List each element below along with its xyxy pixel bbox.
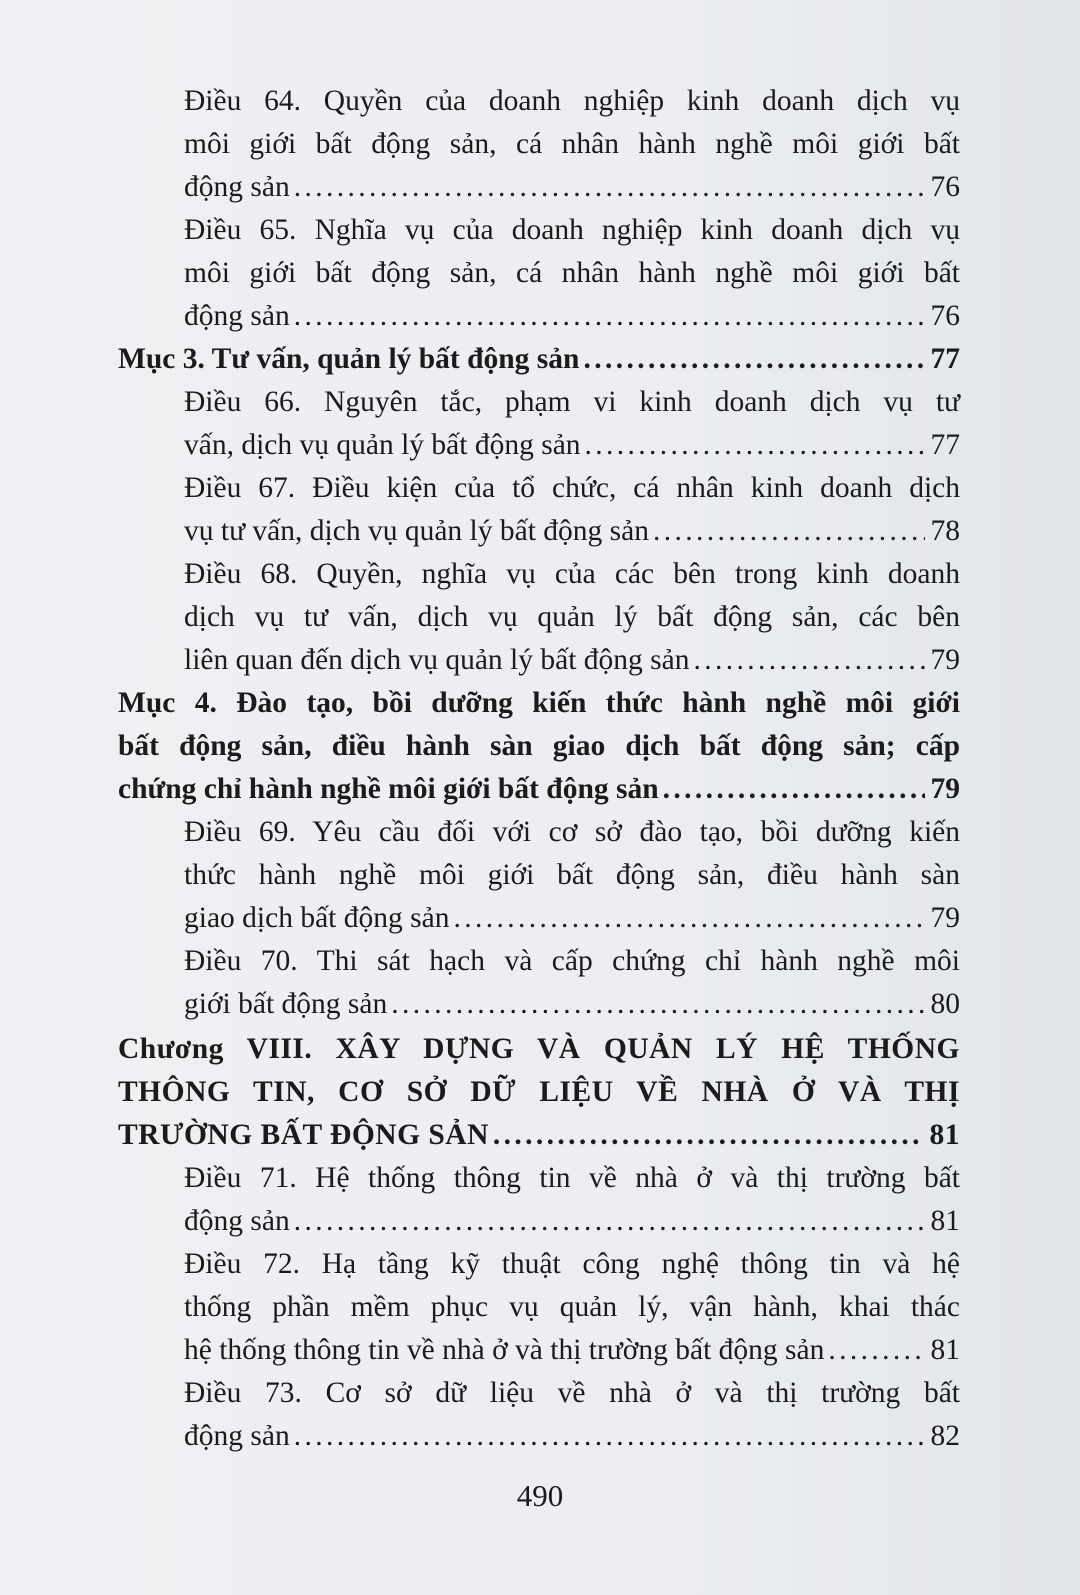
- dot-leader: [294, 295, 925, 338]
- toc-entry-line: [184, 295, 960, 338]
- toc-entry-chapter: [118, 1028, 960, 1157]
- toc-page-number: 80: [930, 988, 960, 1020]
- toc-entry-line: Điều 71. Hệ thống thông tin về nhà ở và thị trường bất: [184, 1162, 960, 1194]
- dot-leader: [653, 510, 925, 553]
- toc-entry-line: Điều 70. Thi sát hạch và cấp chứng chỉ hành nghề môi: [184, 945, 960, 977]
- toc-entry-line: [118, 768, 960, 811]
- toc-page-number: 77: [930, 343, 960, 375]
- toc-entry-line: Điều 65. Nghĩa vụ của doanh nghiệp kinh doanh dịch vụ: [184, 214, 960, 246]
- toc-page-number: 79: [930, 902, 960, 934]
- toc-page-number: 82: [930, 1420, 960, 1452]
- dot-leader: [585, 424, 925, 467]
- toc-entry-line: [184, 166, 960, 209]
- toc-page-number: 78: [930, 515, 960, 547]
- dot-leader: [828, 1329, 924, 1372]
- toc-entry-line: Điều 67. Điều kiện của tổ chức, cá nhân kinh doanh dịch: [184, 472, 960, 504]
- dot-leader: [663, 768, 925, 811]
- dot-leader: [694, 639, 925, 682]
- toc-page-number: 81: [930, 1205, 960, 1237]
- toc-entry-line: môi giới bất động sản, cá nhân hành nghề môi giới bất: [184, 128, 960, 160]
- toc-page-number: 76: [930, 300, 960, 332]
- toc-entry-line: [184, 983, 960, 1026]
- toc-entry-line: Điều 66. Nguyên tắc, phạm vi kinh doanh dịch vụ tư: [184, 386, 960, 418]
- toc-entry-article: [118, 1243, 960, 1372]
- toc-entry-text: liên quan đến dịch vụ quản lý bất động sản: [184, 644, 690, 676]
- toc-entry-article: [118, 467, 960, 553]
- dot-leader: [391, 983, 924, 1026]
- toc-entry-line: [184, 1200, 960, 1243]
- toc-entry-article: [118, 940, 960, 1026]
- toc-entry-text: động sản: [184, 300, 290, 332]
- toc-entry-line: [184, 897, 960, 940]
- toc-entry-text: động sản: [184, 1420, 290, 1452]
- toc-entry-text: chứng chỉ hành nghề môi giới bất động sản: [118, 773, 659, 805]
- toc-entry-article: [118, 80, 960, 209]
- toc-entry-section: [118, 338, 960, 381]
- dot-leader: [294, 1415, 925, 1458]
- toc-entry-article: [118, 553, 960, 682]
- toc-entry-line: [184, 1329, 960, 1372]
- toc-entry-text: động sản: [184, 171, 290, 203]
- toc-entry-article: [118, 811, 960, 940]
- toc-page-number: 79: [930, 773, 960, 805]
- dot-leader: [294, 166, 925, 209]
- toc-entry-line: Điều 72. Hạ tầng kỹ thuật công nghệ thông tin và hệ: [184, 1248, 960, 1280]
- page-number: 490: [516, 1478, 564, 1513]
- toc-page-number: 81: [929, 1119, 960, 1151]
- toc-entry-line: [184, 1415, 960, 1458]
- toc-entry-line: Điều 69. Yêu cầu đối với cơ sở đào tạo, bồi dưỡng kiến: [184, 816, 960, 848]
- toc-entry-text: vấn, dịch vụ quản lý bất động sản: [184, 429, 581, 461]
- toc-entry-line: bất động sản, điều hành sàn giao dịch bất động sản; cấp: [118, 730, 960, 762]
- toc-page-number: 79: [930, 644, 960, 676]
- toc-entry-article: [118, 1372, 960, 1458]
- toc-entry-text: vụ tư vấn, dịch vụ quản lý bất động sản: [184, 515, 649, 547]
- toc-entry-line: Mục 4. Đào tạo, bồi dưỡng kiến thức hành nghề môi giới: [118, 687, 960, 719]
- toc-page-number: 76: [930, 171, 960, 203]
- toc-entry-text: động sản: [184, 1205, 290, 1237]
- toc-entry-text: hệ thống thông tin về nhà ở và thị trường bất động sản: [184, 1334, 825, 1366]
- toc-entry-article: [118, 209, 960, 338]
- toc-entry-line: [118, 1114, 960, 1157]
- toc-page-number: 81: [930, 1334, 960, 1366]
- toc-entry-text: giao dịch bất động sản: [184, 902, 450, 934]
- toc-entry-line: thức hành nghề môi giới bất động sản, điều hành sàn: [184, 859, 960, 891]
- toc-entry-line: Chương VIII. XÂY DỰNG VÀ QUẢN LÝ HỆ THỐNG: [118, 1033, 960, 1065]
- toc-entry-line: [184, 510, 960, 553]
- toc-entry-text: giới bất động sản: [184, 988, 388, 1020]
- toc-entry-text: TRƯỜNG BẤT ĐỘNG SẢN: [118, 1119, 489, 1151]
- dot-leader: [583, 338, 924, 381]
- dot-leader: [453, 897, 924, 940]
- toc-entry-line: môi giới bất động sản, cá nhân hành nghề môi giới bất: [184, 257, 960, 289]
- toc-entry-line: [184, 424, 960, 467]
- dot-leader: [493, 1114, 924, 1157]
- toc-entry-article: [118, 381, 960, 467]
- table-of-contents: [118, 80, 960, 1458]
- toc-entry-line: [184, 639, 960, 682]
- toc-entry-text: Mục 3. Tư vấn, quản lý bất động sản: [118, 343, 580, 375]
- toc-entry-line: Điều 64. Quyền của doanh nghiệp kinh doanh dịch vụ: [184, 85, 960, 117]
- toc-entry-line: thống phần mềm phục vụ quản lý, vận hành, khai thác: [184, 1291, 960, 1323]
- toc-entry-line: dịch vụ tư vấn, dịch vụ quản lý bất động sản, các bên: [184, 601, 960, 633]
- toc-entry-section: [118, 682, 960, 811]
- toc-entry-line: [118, 338, 960, 381]
- toc-entry-line: Điều 68. Quyền, nghĩa vụ của các bên trong kinh doanh: [184, 558, 960, 590]
- toc-page-number: 77: [930, 429, 960, 461]
- toc-entry-line: Điều 73. Cơ sở dữ liệu về nhà ở và thị trường bất: [184, 1377, 960, 1409]
- toc-entry-line: THÔNG TIN, CƠ SỞ DỮ LIỆU VỀ NHÀ Ở VÀ THỊ: [118, 1076, 960, 1108]
- toc-entry-article: [118, 1157, 960, 1243]
- dot-leader: [294, 1200, 925, 1243]
